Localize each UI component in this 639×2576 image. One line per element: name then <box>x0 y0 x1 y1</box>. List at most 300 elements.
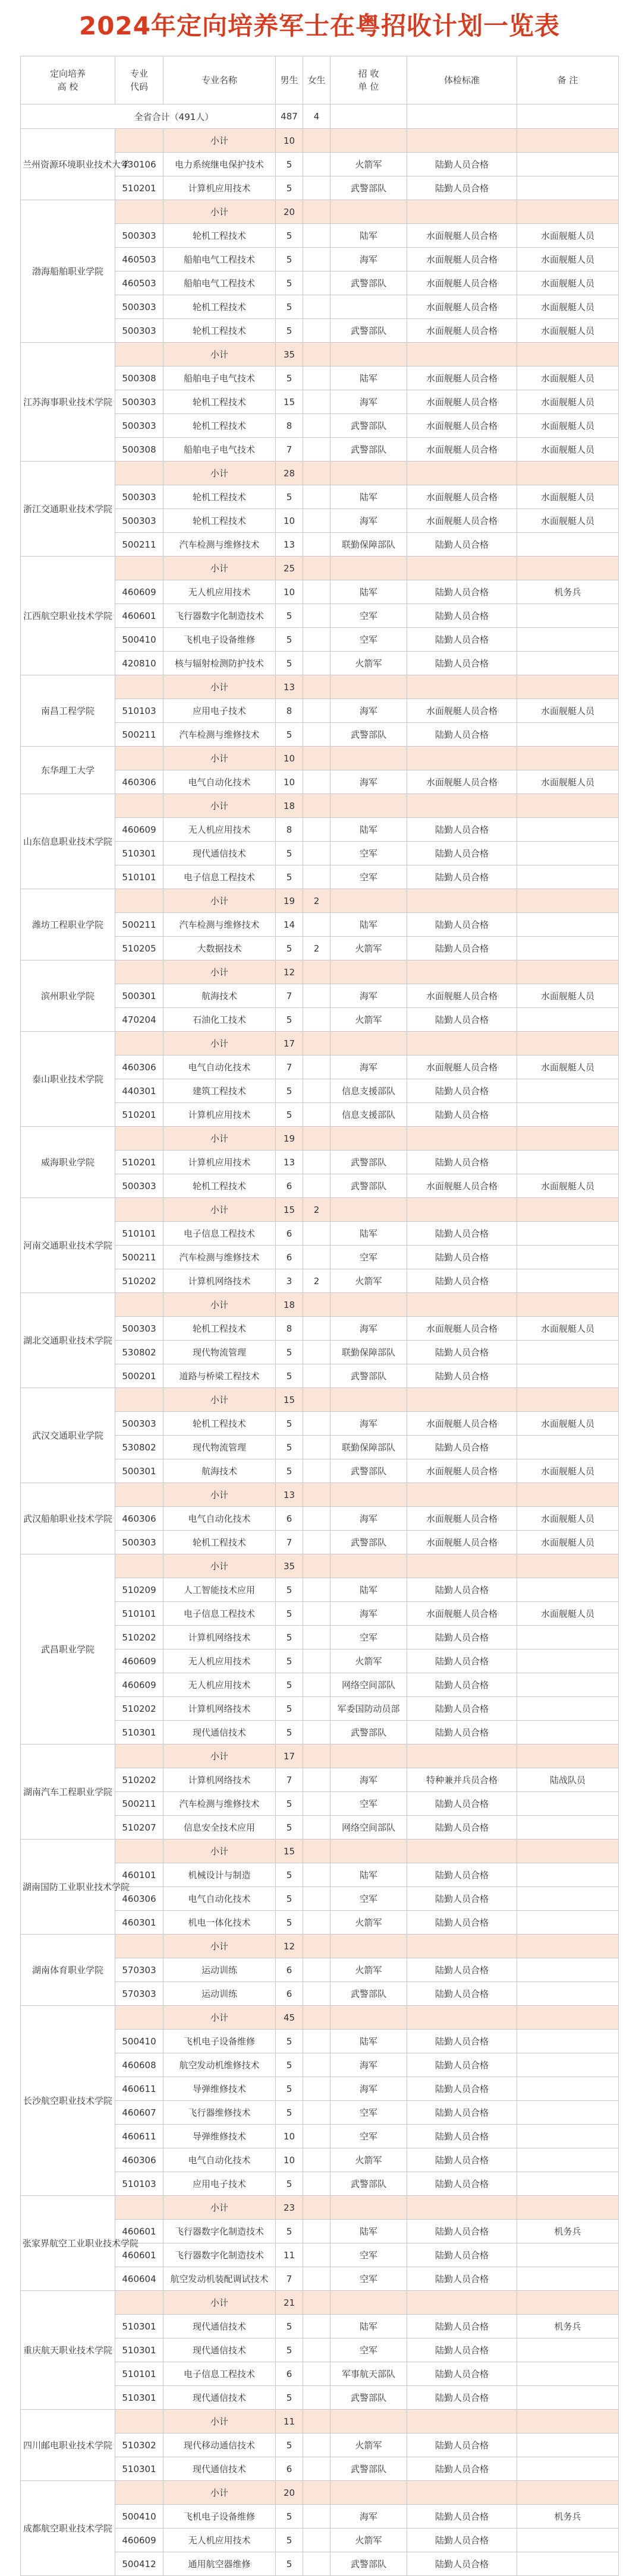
male-count: 5 <box>276 1792 303 1816</box>
major-code: 510101 <box>115 865 163 889</box>
remark <box>517 1649 619 1673</box>
recruiting-unit <box>330 295 407 319</box>
major-name: 轮机工程技术 <box>163 224 276 248</box>
remark <box>517 1863 619 1887</box>
physical-standard: 陆勤人员合格 <box>407 1982 517 2006</box>
recruiting-unit: 空军 <box>330 2338 407 2362</box>
physical-standard: 陆勤人员合格 <box>407 2101 517 2125</box>
female-count: 2 <box>303 1269 330 1293</box>
remark <box>517 1436 619 1459</box>
remark <box>517 1887 619 1911</box>
subtotal-physical <box>407 675 517 699</box>
major-code: 500410 <box>115 2030 163 2053</box>
male-count: 7 <box>276 1768 303 1792</box>
recruiting-unit: 陆军 <box>330 485 407 509</box>
major-code: 510101 <box>115 1222 163 1246</box>
physical-standard: 陆勤人员合格 <box>407 1697 517 1721</box>
recruiting-unit: 海军 <box>330 1412 407 1436</box>
male-count: 5 <box>276 842 303 865</box>
physical-standard: 水面舰艇人员合格 <box>407 1055 517 1079</box>
physical-standard: 陆勤人员合格 <box>407 865 517 889</box>
major-name: 电气自动化技术 <box>163 1507 276 1531</box>
male-count: 6 <box>276 1174 303 1198</box>
female-count <box>303 1103 330 1127</box>
recruiting-unit: 武警部队 <box>330 2172 407 2196</box>
female-count <box>303 580 330 604</box>
remark <box>517 1982 619 2006</box>
physical-standard: 陆勤人员合格 <box>407 2148 517 2172</box>
male-count: 5 <box>276 865 303 889</box>
physical-standard: 水面舰艇人员合格 <box>407 1412 517 1436</box>
subtotal-remark <box>517 1839 619 1863</box>
female-count <box>303 1459 330 1483</box>
physical-standard: 陆勤人员合格 <box>407 723 517 747</box>
physical-standard: 陆勤人员合格 <box>407 2386 517 2410</box>
physical-standard: 陆勤人员合格 <box>407 1887 517 1911</box>
recruiting-unit: 陆军 <box>330 580 407 604</box>
remark <box>517 628 619 652</box>
school-subtotal-row <box>21 889 619 913</box>
male-count: 15 <box>276 390 303 414</box>
subtotal-male: 20 <box>276 2481 303 2505</box>
major-name: 道路与桥梁工程技术 <box>163 1364 276 1388</box>
remark <box>517 2030 619 2053</box>
school-name: 湖南汽车工程职业学院 <box>21 1744 115 1839</box>
subtotal-male: 45 <box>276 2006 303 2030</box>
header-remark: 备 注 <box>517 56 619 105</box>
male-count: 13 <box>276 533 303 557</box>
school-name: 张家界航空工业职业技术学院 <box>21 2196 115 2291</box>
male-count: 5 <box>276 2433 303 2457</box>
major-code: 500301 <box>115 984 163 1008</box>
remark: 水面舰艇人员 <box>517 1459 619 1483</box>
male-count: 8 <box>276 1317 303 1341</box>
major-code: 500410 <box>115 628 163 652</box>
female-count <box>303 2505 330 2528</box>
subtotal-unit <box>330 1839 407 1863</box>
subtotal-unit <box>330 1388 407 1412</box>
female-count <box>303 652 330 675</box>
female-count <box>303 604 330 628</box>
school-subtotal-row <box>21 1839 619 1863</box>
recruiting-unit: 武警部队 <box>330 1721 407 1744</box>
recruiting-unit: 武警部队 <box>330 1150 407 1174</box>
school-name: 兰州资源环境职业技术大学 <box>21 129 115 200</box>
subtotal-code <box>115 675 163 699</box>
school-name: 重庆航天职业技术学院 <box>21 2291 115 2410</box>
physical-standard: 水面舰艇人员合格 <box>407 699 517 723</box>
major-code: 460306 <box>115 1507 163 1531</box>
subtotal-code <box>115 747 163 770</box>
male-count: 5 <box>276 2220 303 2243</box>
recruiting-unit: 武警部队 <box>330 2386 407 2410</box>
subtotal-physical <box>407 2410 517 2433</box>
male-count: 5 <box>276 366 303 390</box>
subtotal-female <box>303 1839 330 1863</box>
subtotal-physical <box>407 794 517 818</box>
major-name: 现代移动通信技术 <box>163 2433 276 2457</box>
total-male: 487 <box>276 105 303 129</box>
male-count: 5 <box>276 1341 303 1364</box>
female-count <box>303 1649 330 1673</box>
physical-standard: 水面舰艇人员合格 <box>407 319 517 343</box>
remark: 水面舰艇人员 <box>517 390 619 414</box>
major-name: 船舶电气工程技术 <box>163 271 276 295</box>
subtotal-remark <box>517 129 619 153</box>
physical-standard: 陆勤人员合格 <box>407 2220 517 2243</box>
subtotal-label: 小计 <box>163 889 276 913</box>
recruiting-unit: 海军 <box>330 1768 407 1792</box>
subtotal-label: 小计 <box>163 1127 276 1150</box>
major-name: 轮机工程技术 <box>163 390 276 414</box>
major-name: 电子信息工程技术 <box>163 865 276 889</box>
female-count <box>303 1887 330 1911</box>
subtotal-label: 小计 <box>163 343 276 366</box>
male-count: 5 <box>276 2505 303 2528</box>
male-count: 5 <box>276 2053 303 2077</box>
female-count <box>303 2457 330 2481</box>
female-count <box>303 390 330 414</box>
male-count: 6 <box>276 1246 303 1269</box>
subtotal-male: 28 <box>276 462 303 485</box>
recruiting-unit: 空军 <box>330 2125 407 2148</box>
remark <box>517 1103 619 1127</box>
subtotal-remark <box>517 2006 619 2030</box>
subtotal-unit <box>330 1293 407 1317</box>
recruiting-unit: 联勤保障部队 <box>330 1436 407 1459</box>
major-name: 通用航空器维修 <box>163 2552 276 2576</box>
remark <box>517 1364 619 1388</box>
subtotal-female <box>303 1744 330 1768</box>
major-name: 电气自动化技术 <box>163 1887 276 1911</box>
recruiting-unit: 武警部队 <box>330 1174 407 1198</box>
physical-standard: 陆勤人员合格 <box>407 913 517 937</box>
physical-standard: 陆勤人员合格 <box>407 1079 517 1103</box>
major-code: 510302 <box>115 2433 163 2457</box>
remark <box>517 723 619 747</box>
recruiting-unit: 陆军 <box>330 818 407 842</box>
recruiting-unit: 海军 <box>330 984 407 1008</box>
subtotal-male: 12 <box>276 960 303 984</box>
physical-standard: 陆勤人员合格 <box>407 1673 517 1697</box>
major-code: 500308 <box>115 438 163 462</box>
subtotal-male: 12 <box>276 1935 303 1958</box>
female-count <box>303 509 330 533</box>
physical-standard: 陆勤人员合格 <box>407 2053 517 2077</box>
major-name: 人工智能技术应用 <box>163 1578 276 1602</box>
major-name: 飞机电子设备维修 <box>163 2505 276 2528</box>
female-count <box>303 2338 330 2362</box>
subtotal-label: 小计 <box>163 557 276 580</box>
subtotal-unit <box>330 343 407 366</box>
subtotal-unit <box>330 2481 407 2505</box>
remark <box>517 2172 619 2196</box>
physical-standard: 陆勤人员合格 <box>407 2077 517 2101</box>
subtotal-code <box>115 2410 163 2433</box>
major-name: 船舶电气工程技术 <box>163 248 276 271</box>
subtotal-remark <box>517 1554 619 1578</box>
major-code: 510202 <box>115 1697 163 1721</box>
major-code: 500211 <box>115 1792 163 1816</box>
female-count <box>303 533 330 557</box>
major-name: 船舶电子电气技术 <box>163 438 276 462</box>
male-count: 5 <box>276 604 303 628</box>
subtotal-remark <box>517 2481 619 2505</box>
physical-standard: 水面舰艇人员合格 <box>407 1459 517 1483</box>
recruiting-unit: 空军 <box>330 842 407 865</box>
remark <box>517 1721 619 1744</box>
remark: 机务兵 <box>517 2505 619 2528</box>
remark <box>517 2338 619 2362</box>
subtotal-label: 小计 <box>163 1554 276 1578</box>
physical-standard: 陆勤人员合格 <box>407 1958 517 1982</box>
subtotal-male: 35 <box>276 343 303 366</box>
subtotal-remark <box>517 889 619 913</box>
subtotal-unit <box>330 2006 407 2030</box>
female-count <box>303 1079 330 1103</box>
major-code: 460609 <box>115 580 163 604</box>
major-code: 460306 <box>115 2148 163 2172</box>
female-count <box>303 2267 330 2291</box>
female-count <box>303 1341 330 1364</box>
recruiting-unit: 武警部队 <box>330 438 407 462</box>
subtotal-label: 小计 <box>163 2410 276 2433</box>
major-code: 500301 <box>115 1459 163 1483</box>
physical-standard: 陆勤人员合格 <box>407 2243 517 2267</box>
female-count <box>303 1317 330 1341</box>
male-count: 5 <box>276 1626 303 1649</box>
remark: 水面舰艇人员 <box>517 1174 619 1198</box>
major-code: 460611 <box>115 2125 163 2148</box>
header-school: 定向培养 高 校 <box>21 56 115 105</box>
remark: 水面舰艇人员 <box>517 770 619 794</box>
remark: 水面舰艇人员 <box>517 1531 619 1554</box>
subtotal-label: 小计 <box>163 747 276 770</box>
male-count: 7 <box>276 438 303 462</box>
remark <box>517 1246 619 1269</box>
major-code: 500303 <box>115 319 163 343</box>
major-code: 510202 <box>115 1626 163 1649</box>
school-subtotal-row <box>21 747 619 770</box>
major-code: 500410 <box>115 2505 163 2528</box>
physical-standard: 陆勤人员合格 <box>407 1150 517 1174</box>
subtotal-code <box>115 1032 163 1055</box>
major-code: 500303 <box>115 1412 163 1436</box>
recruiting-unit: 军委国防动员部 <box>330 1697 407 1721</box>
recruiting-unit: 陆军 <box>330 2220 407 2243</box>
recruiting-unit: 火箭军 <box>330 2148 407 2172</box>
physical-standard: 陆勤人员合格 <box>407 2172 517 2196</box>
subtotal-code <box>115 1744 163 1768</box>
female-count <box>303 2077 330 2101</box>
remark: 水面舰艇人员 <box>517 1055 619 1079</box>
major-code: 460609 <box>115 1673 163 1697</box>
male-count: 5 <box>276 2528 303 2552</box>
remark <box>517 1792 619 1816</box>
subtotal-label: 小计 <box>163 1839 276 1863</box>
major-name: 运动训练 <box>163 1958 276 1982</box>
recruiting-unit: 陆军 <box>330 1578 407 1602</box>
physical-standard: 陆勤人员合格 <box>407 2315 517 2338</box>
major-code: 460609 <box>115 1649 163 1673</box>
recruiting-unit: 空军 <box>330 2267 407 2291</box>
physical-standard: 陆勤人员合格 <box>407 2528 517 2552</box>
physical-standard: 陆勤人员合格 <box>407 1626 517 1649</box>
male-count: 6 <box>276 1507 303 1531</box>
major-code: 500303 <box>115 1531 163 1554</box>
subtotal-code <box>115 2481 163 2505</box>
major-name: 航海技术 <box>163 984 276 1008</box>
school-subtotal-row <box>21 462 619 485</box>
female-count <box>303 153 330 176</box>
remark <box>517 2125 619 2148</box>
school-name: 四川邮电职业技术学院 <box>21 2410 115 2481</box>
male-count: 13 <box>276 1150 303 1174</box>
female-count <box>303 1150 330 1174</box>
remark: 水面舰艇人员 <box>517 1507 619 1531</box>
major-name: 电子信息工程技术 <box>163 1222 276 1246</box>
school-name: 武汉交通职业学院 <box>21 1388 115 1483</box>
remark: 水面舰艇人员 <box>517 414 619 438</box>
male-count: 5 <box>276 937 303 960</box>
major-code: 510202 <box>115 1269 163 1293</box>
female-count <box>303 224 330 248</box>
physical-standard: 陆勤人员合格 <box>407 2030 517 2053</box>
female-count <box>303 699 330 723</box>
remark <box>517 1673 619 1697</box>
female-count <box>303 1222 330 1246</box>
female-count <box>303 1792 330 1816</box>
physical-standard: 陆勤人员合格 <box>407 1246 517 1269</box>
school-subtotal-row <box>21 960 619 984</box>
major-name: 现代通信技术 <box>163 2386 276 2410</box>
female-count <box>303 2433 330 2457</box>
subtotal-remark <box>517 2196 619 2220</box>
major-code: 510207 <box>115 1816 163 1839</box>
subtotal-unit <box>330 1554 407 1578</box>
subtotal-code <box>115 1483 163 1507</box>
physical-standard: 陆勤人员合格 <box>407 1578 517 1602</box>
major-name: 导弹维修技术 <box>163 2077 276 2101</box>
physical-standard: 水面舰艇人员合格 <box>407 390 517 414</box>
female-count <box>303 2101 330 2125</box>
major-name: 无人机应用技术 <box>163 580 276 604</box>
subtotal-code <box>115 794 163 818</box>
male-count: 5 <box>276 1673 303 1697</box>
subtotal-remark <box>517 2410 619 2433</box>
school-subtotal-row <box>21 2410 619 2433</box>
female-count <box>303 1246 330 1269</box>
recruiting-unit: 陆军 <box>330 366 407 390</box>
major-name: 汽车检测与维修技术 <box>163 723 276 747</box>
recruiting-unit: 武警部队 <box>330 2552 407 2576</box>
subtotal-label: 小计 <box>163 1198 276 1222</box>
physical-standard: 水面舰艇人员合格 <box>407 414 517 438</box>
subtotal-remark <box>517 2291 619 2315</box>
remark <box>517 176 619 200</box>
school-subtotal-row <box>21 557 619 580</box>
major-code: 420810 <box>115 652 163 675</box>
recruiting-unit: 空军 <box>330 604 407 628</box>
recruiting-unit: 火箭军 <box>330 1958 407 1982</box>
male-count: 5 <box>276 1103 303 1127</box>
subtotal-male: 13 <box>276 1483 303 1507</box>
header-code: 专业 代码 <box>115 56 163 105</box>
subtotal-physical <box>407 1554 517 1578</box>
major-name: 电力系统继电保护技术 <box>163 153 276 176</box>
recruiting-unit: 空军 <box>330 1887 407 1911</box>
remark <box>517 2267 619 2291</box>
subtotal-unit <box>330 1198 407 1222</box>
physical-standard: 陆勤人员合格 <box>407 2505 517 2528</box>
female-count <box>303 1602 330 1626</box>
subtotal-remark <box>517 462 619 485</box>
school-name: 武昌职业学院 <box>21 1554 115 1744</box>
remark: 水面舰艇人员 <box>517 1412 619 1436</box>
physical-standard: 陆勤人员合格 <box>407 2125 517 2148</box>
physical-standard: 陆勤人员合格 <box>407 1721 517 1744</box>
remark <box>517 1079 619 1103</box>
school-name: 河南交通职业技术学院 <box>21 1198 115 1293</box>
major-name: 航空发动机装配调试技术 <box>163 2267 276 2291</box>
remark <box>517 865 619 889</box>
recruiting-unit: 网络空间部队 <box>330 1673 407 1697</box>
male-count: 8 <box>276 414 303 438</box>
recruiting-unit: 武警部队 <box>330 319 407 343</box>
page-title: 2024年定向培养军士在粤招收计划一览表 <box>79 11 560 40</box>
male-count: 5 <box>276 2030 303 2053</box>
school-name: 湖南体育职业学院 <box>21 1935 115 2006</box>
subtotal-male: 20 <box>276 200 303 224</box>
major-name: 现代物流管理 <box>163 1341 276 1364</box>
major-code: 510101 <box>115 2362 163 2386</box>
major-code: 500303 <box>115 390 163 414</box>
subtotal-physical <box>407 343 517 366</box>
subtotal-remark <box>517 747 619 770</box>
remark <box>517 2148 619 2172</box>
physical-standard: 陆勤人员合格 <box>407 1341 517 1364</box>
female-count <box>303 1174 330 1198</box>
subtotal-male: 19 <box>276 889 303 913</box>
school-name: 浙江交通职业技术学院 <box>21 462 115 557</box>
subtotal-label: 小计 <box>163 2196 276 2220</box>
major-name: 石油化工技术 <box>163 1008 276 1032</box>
major-name: 轮机工程技术 <box>163 1317 276 1341</box>
recruiting-unit: 陆军 <box>330 1863 407 1887</box>
major-code: 500303 <box>115 1317 163 1341</box>
major-code: 510103 <box>115 699 163 723</box>
physical-standard: 陆勤人员合格 <box>407 1649 517 1673</box>
recruiting-unit: 火箭军 <box>330 652 407 675</box>
subtotal-label: 小计 <box>163 462 276 485</box>
major-code: 460604 <box>115 2267 163 2291</box>
subtotal-male: 25 <box>276 557 303 580</box>
major-name: 计算机网络技术 <box>163 1697 276 1721</box>
subtotal-female <box>303 1032 330 1055</box>
school-subtotal-row <box>21 1744 619 1768</box>
major-name: 应用电子技术 <box>163 699 276 723</box>
major-code: 500308 <box>115 366 163 390</box>
recruiting-unit: 海军 <box>330 1602 407 1626</box>
physical-standard: 水面舰艇人员合格 <box>407 295 517 319</box>
recruiting-unit: 陆军 <box>330 913 407 937</box>
major-code: 460601 <box>115 2243 163 2267</box>
female-count <box>303 723 330 747</box>
subtotal-male: 23 <box>276 2196 303 2220</box>
physical-standard: 陆勤人员合格 <box>407 2433 517 2457</box>
female-count: 2 <box>303 937 330 960</box>
major-name: 飞行器维修技术 <box>163 2101 276 2125</box>
